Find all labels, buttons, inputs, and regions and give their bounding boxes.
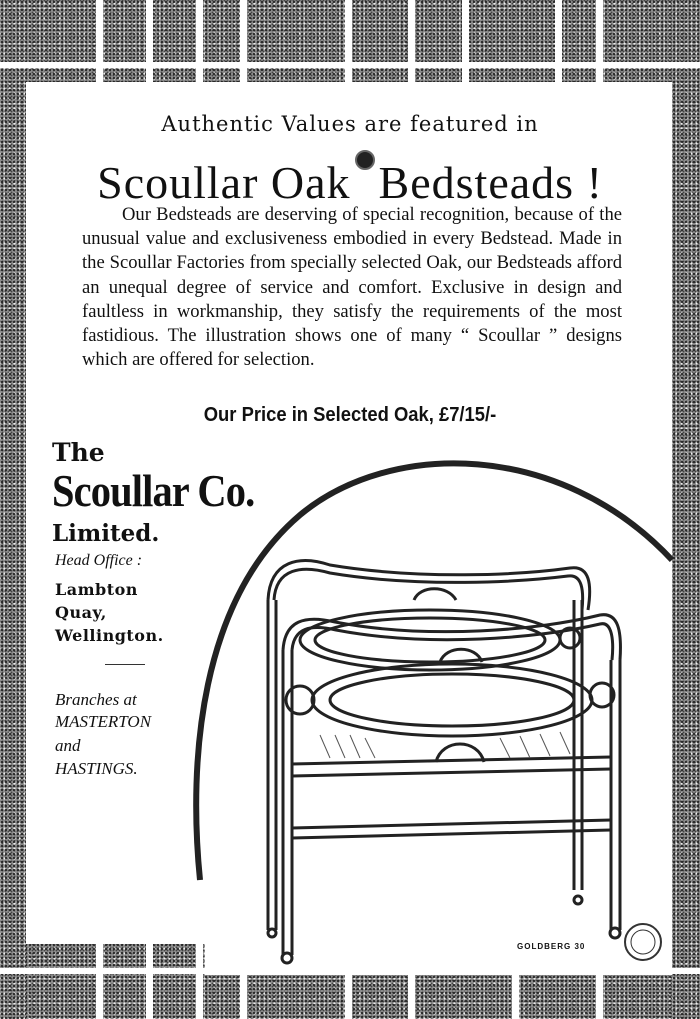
headline-small: Authentic Values are featured in xyxy=(161,112,539,136)
company-the: The xyxy=(52,438,105,467)
headline-big xyxy=(0,150,700,209)
divider xyxy=(105,664,145,665)
branch-and: and xyxy=(55,736,81,755)
branch-masterton: MASTERTON xyxy=(55,712,152,731)
headline-big-left: Scoullar Oak xyxy=(97,157,351,208)
office-line-1: Lambton xyxy=(55,580,138,599)
office-line-2: Quay, xyxy=(55,603,107,622)
branches-label: Branches at xyxy=(55,690,137,709)
head-office-label: Head Office : xyxy=(55,552,143,569)
price-line: Our Price in Selected Oak, £7/15/- xyxy=(203,404,497,426)
headline-big-right: Bedsteads ! xyxy=(378,157,603,208)
office-line-3: Wellington. xyxy=(55,626,164,645)
branch-hastings: HASTINGS. xyxy=(55,759,138,778)
company-name: Scoullar Co. xyxy=(52,465,255,516)
body-copy: Our Bedsteads are deserving of special recognition, because of the unusual value and exclusiveness embodied in every Bedstead. Made in the Scoullar Factories from specially selected Oak, our Bedsteads afford an unequal degree of service and comfort. Exclusive in design and faultless in workmanship, they satisfy the requirements of the most fastidious. The illustration shows one of many “ Scoullar ” designs which are offered for selection. xyxy=(82,204,622,371)
bullet-icon xyxy=(355,150,375,170)
maker-mark: GOLDBERG 30 xyxy=(517,942,586,951)
company-limited: Limited. xyxy=(52,520,160,547)
